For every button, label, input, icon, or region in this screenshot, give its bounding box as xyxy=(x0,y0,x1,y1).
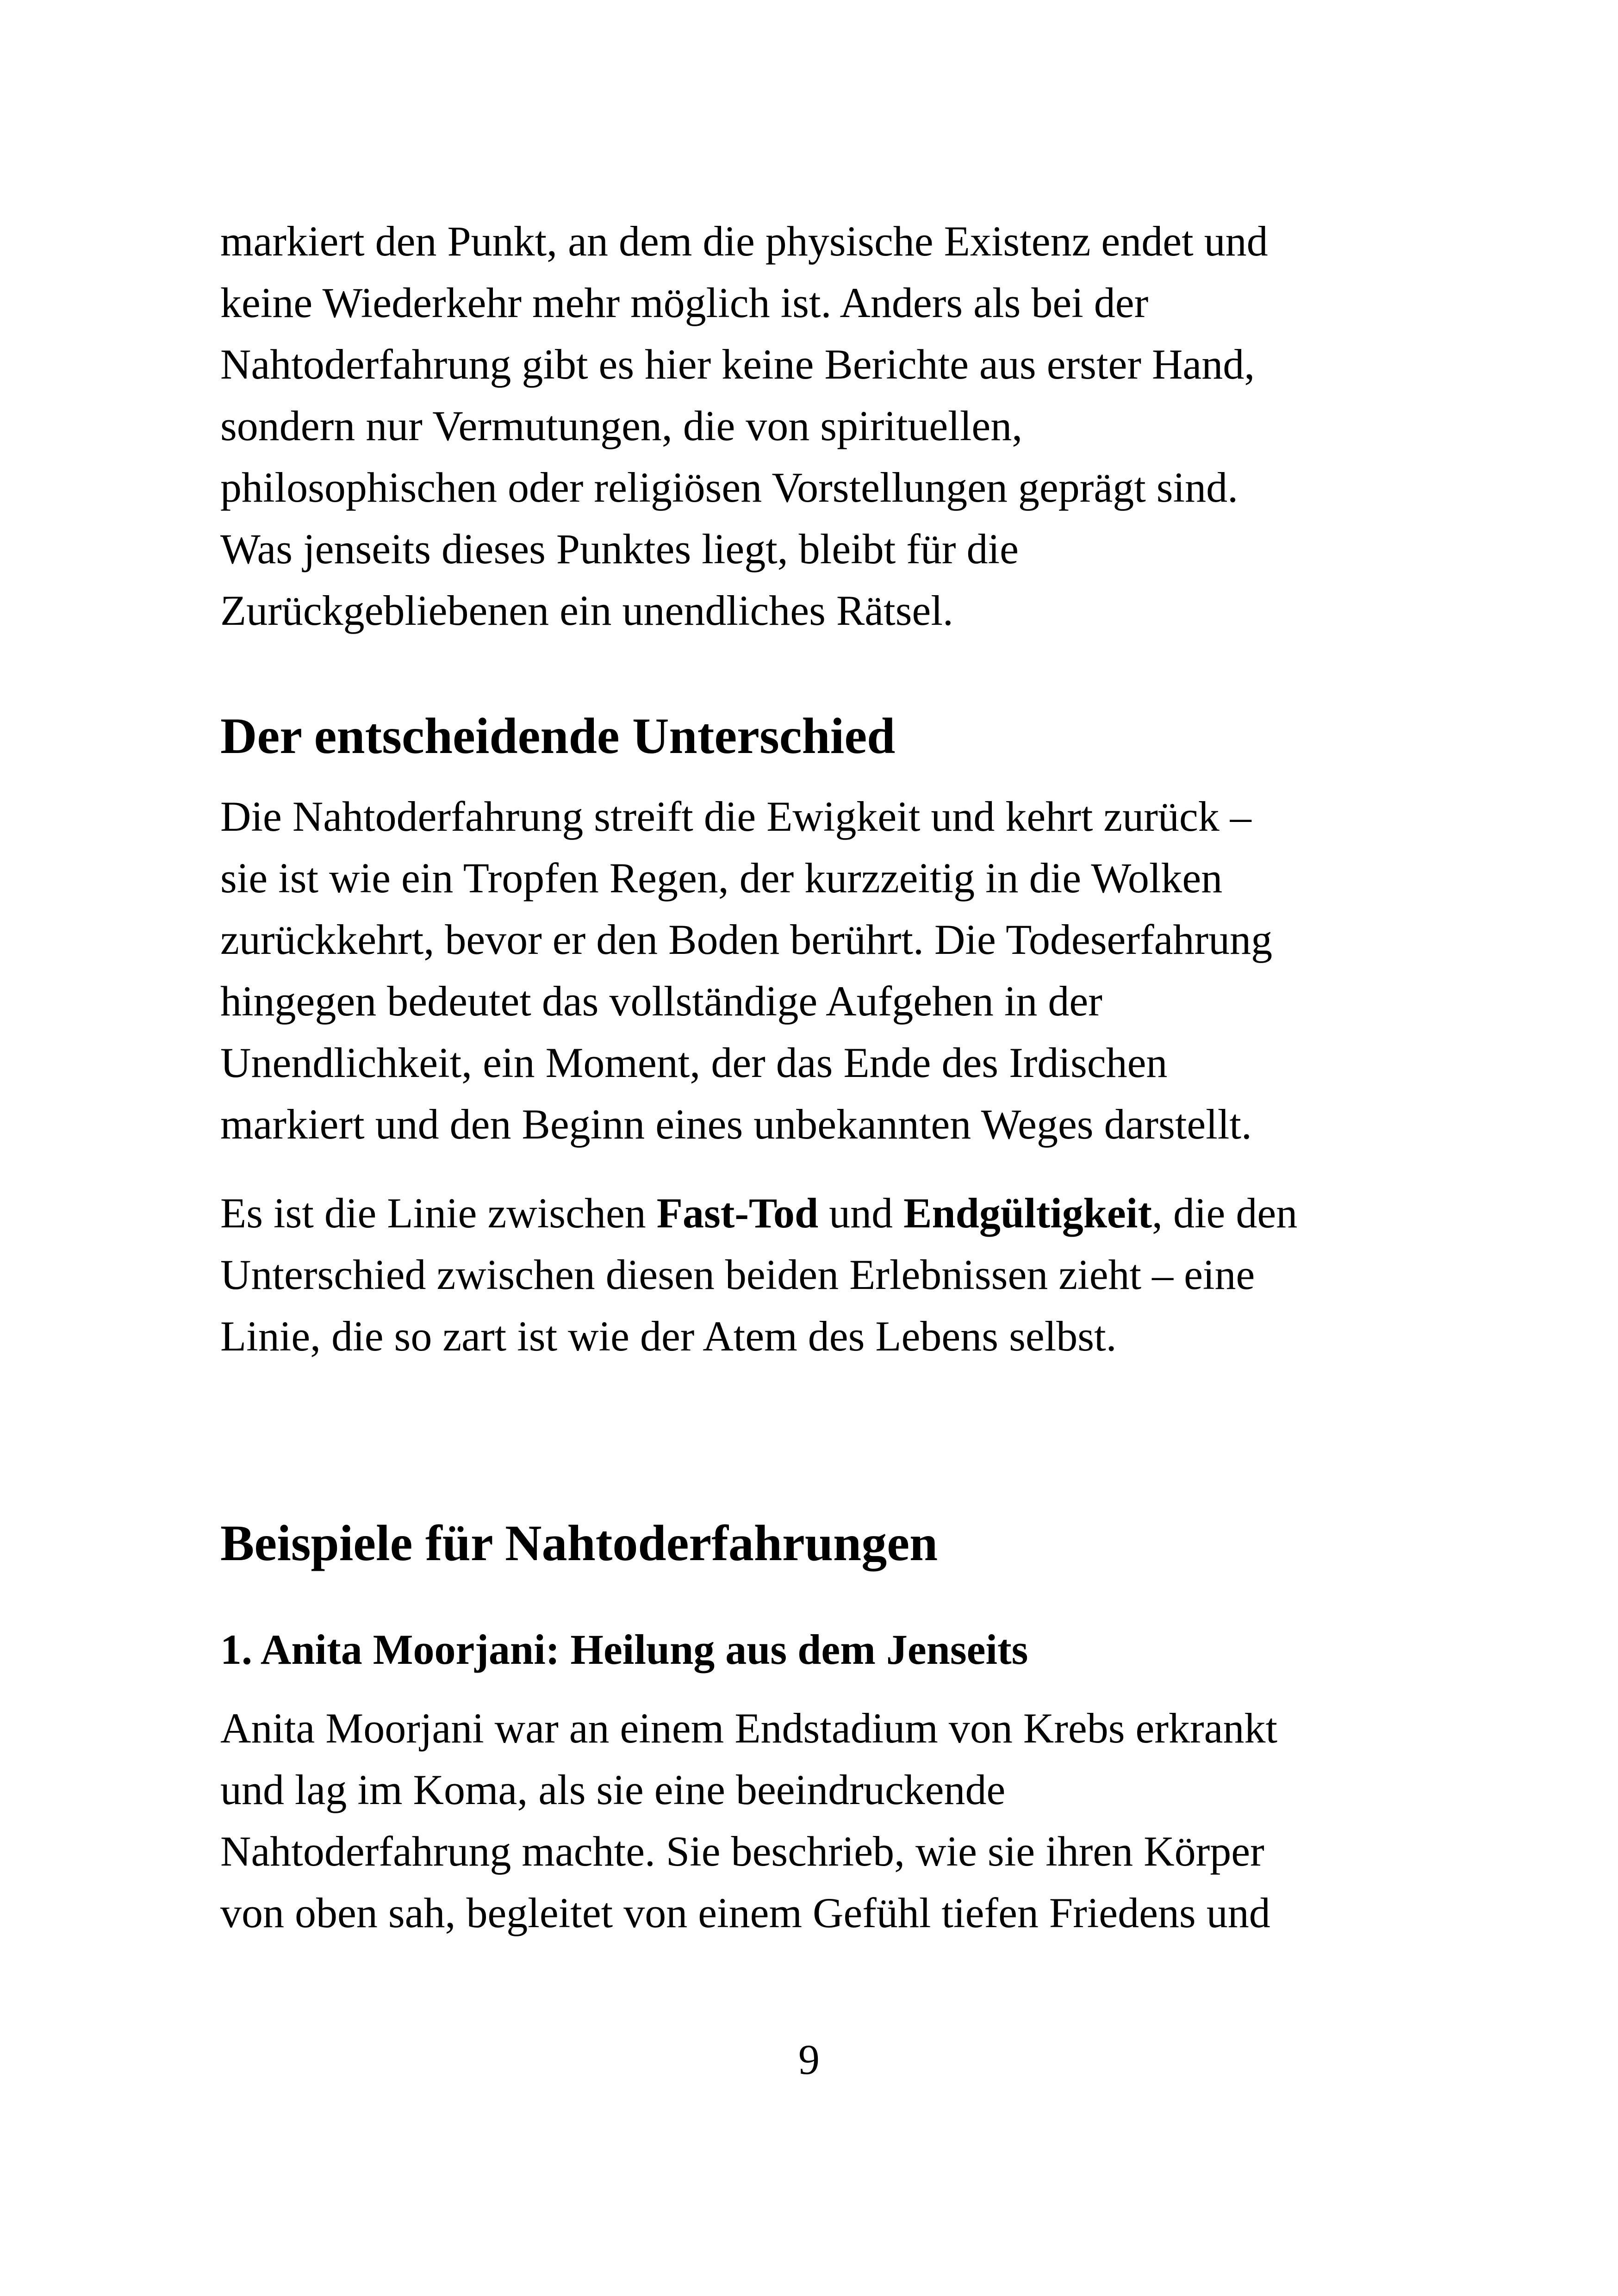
bold-term-fast-tod: Fast-Tod xyxy=(656,1189,819,1237)
bold-term-endgueltigkeit: Endgültigkeit xyxy=(903,1189,1152,1237)
intro-paragraph xyxy=(220,211,1424,641)
intro-line: markiert den Punkt, an dem die physische Existenz endet und xyxy=(220,218,1268,265)
intro-line: sondern nur Vermutungen, die von spirituellen, xyxy=(220,402,1023,449)
text-fragment: Es ist die Linie zwischen xyxy=(220,1189,657,1237)
paragraph-line: Unendlichkeit, ein Moment, der das Ende des Irdischen xyxy=(220,1039,1168,1086)
text-fragment: , die den xyxy=(1151,1189,1298,1237)
paragraph-line: sie ist wie ein Tropfen Regen, der kurzzeitig in die Wolken xyxy=(220,854,1223,902)
paragraph-line: von oben sah, begleitet von einem Gefühl tiefen Friedens und xyxy=(220,1889,1270,1936)
intro-line: philosophischen oder religiösen Vorstellungen geprägt sind. xyxy=(220,464,1238,511)
paragraph-line: markiert und den Beginn eines unbekannten Weges darstellt. xyxy=(220,1101,1252,1148)
intro-line: Zurückgebliebenen ein unendliches Rätsel. xyxy=(220,587,953,634)
paragraph-line: Nahtoderfahrung machte. Sie beschrieb, wie sie ihren Körper xyxy=(220,1828,1264,1875)
section-heading-difference: Der entscheidende Unterschied xyxy=(220,708,896,764)
page-number: 9 xyxy=(798,2036,820,2083)
paragraph-line: und lag im Koma, als sie eine beeindruckende xyxy=(220,1766,1006,1813)
intro-line: keine Wiederkehr mehr möglich ist. Anders als bei der xyxy=(220,279,1149,326)
paragraph-line: Unterschied zwischen diesen beiden Erlebnissen zieht – eine xyxy=(220,1251,1255,1298)
text-fragment: und xyxy=(818,1189,904,1237)
difference-paragraph-2 xyxy=(220,1182,1424,1367)
paragraph-line: hingegen bedeutet das vollständige Aufgehen in der xyxy=(220,977,1102,1025)
paragraph-line: Linie, die so zart ist wie der Atem des Lebens selbst. xyxy=(220,1313,1117,1360)
example-heading-anita-moorjani: 1. Anita Moorjani: Heilung aus dem Jenseits xyxy=(220,1626,1028,1673)
section-heading-examples: Beispiele für Nahtoderfahrungen xyxy=(220,1515,938,1571)
intro-line: Nahtoderfahrung gibt es hier keine Berichte aus erster Hand, xyxy=(220,341,1255,388)
paragraph-line: zurückkehrt, bevor er den Boden berührt. Die Todeserfahrung xyxy=(220,916,1273,963)
intro-line: Was jenseits dieses Punktes liegt, bleibt für die xyxy=(220,525,1019,572)
paragraph-line: Anita Moorjani war an einem Endstadium von Krebs erkrankt xyxy=(220,1705,1278,1752)
paragraph-line xyxy=(220,1182,1424,1244)
paragraph-line: Die Nahtoderfahrung streift die Ewigkeit und kehrt zurück – xyxy=(220,793,1251,840)
example-paragraph xyxy=(220,1698,1424,1944)
difference-paragraph-1 xyxy=(220,786,1424,1155)
